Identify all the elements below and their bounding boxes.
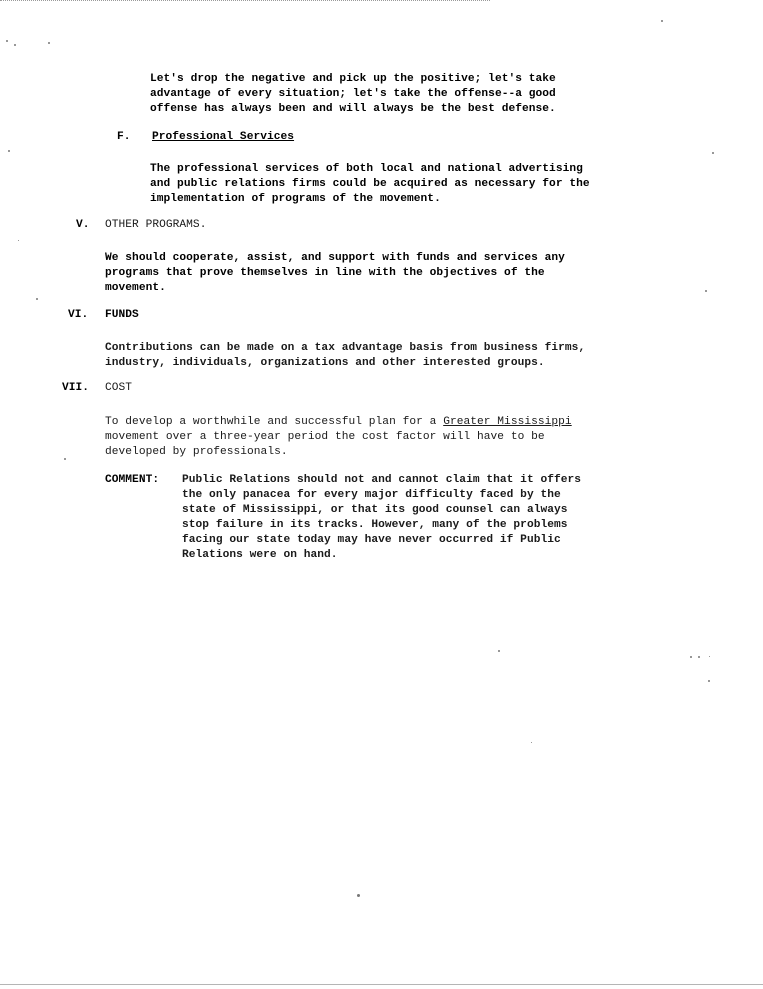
section-vii-line-3: developed by professionals. xyxy=(105,446,288,458)
comment-line-1: Public Relations should not and cannot claim that it offers xyxy=(182,474,582,486)
comment-line-6: Relations were on hand. xyxy=(182,549,338,561)
scan-speck xyxy=(690,656,692,658)
section-f-letter: F. xyxy=(117,131,131,143)
section-vi-line-1: Contributions can be made on a tax advantage basis from business firms, xyxy=(105,342,586,354)
section-vii-heading: COST xyxy=(105,382,133,394)
scan-speck xyxy=(357,894,360,897)
section-v-numeral: V. xyxy=(76,219,90,231)
comment-line-4: stop failure in its tracks. However, many of the problems xyxy=(182,519,568,531)
bottom-edge-line xyxy=(0,984,763,985)
section-vi-line-2: industry, individuals, organizations and other interested groups. xyxy=(105,357,545,369)
section-vi-heading: FUNDS xyxy=(105,309,139,321)
scan-speck xyxy=(531,742,532,743)
scan-speck xyxy=(708,680,710,682)
section-vii-line-1-text: To develop a worthwhile and successful plan for a xyxy=(105,416,444,428)
scan-speck xyxy=(14,44,16,46)
scan-speck xyxy=(64,458,66,460)
intro-line-1: Let's drop the negative and pick up the positive; let's take xyxy=(150,73,556,85)
top-edge-dots xyxy=(0,0,490,1)
comment-line-2: the only panacea for every major difficulty faced by the xyxy=(182,489,561,501)
scan-speck xyxy=(498,650,500,652)
scan-speck xyxy=(705,290,707,292)
section-f-line-3: implementation of programs of the movement. xyxy=(150,193,441,205)
section-v-line-1: We should cooperate, assist, and support with funds and services any xyxy=(105,252,565,264)
section-vi-numeral: VI. xyxy=(68,309,89,321)
section-vii-line-1 xyxy=(105,415,572,429)
comment-line-3: state of Mississippi, or that its good counsel can always xyxy=(182,504,568,516)
section-vii-underlined-phrase: Greater Mississippi xyxy=(443,416,572,428)
scan-speck xyxy=(36,298,38,300)
section-f-line-1: The professional services of both local and national advertising xyxy=(150,163,583,175)
scan-speck xyxy=(661,20,663,22)
section-v-line-3: movement. xyxy=(105,282,166,294)
comment-label: COMMENT: xyxy=(105,474,160,486)
intro-line-2: advantage of every situation; let's take the offense--a good xyxy=(150,88,556,100)
section-v-heading: OTHER PROGRAMS. xyxy=(105,219,207,231)
section-v-line-2: programs that prove themselves in line with the objectives of the xyxy=(105,267,545,279)
section-vii-line-2: movement over a three-year period the cost factor will have to be xyxy=(105,431,545,443)
scan-speck xyxy=(709,656,710,657)
scan-speck xyxy=(712,152,714,154)
scan-speck xyxy=(6,40,8,42)
scan-speck xyxy=(8,150,10,152)
scan-speck xyxy=(698,656,700,658)
scan-speck xyxy=(18,240,19,241)
section-f-heading: Professional Services xyxy=(152,131,295,143)
comment-line-5: facing our state today may have never occurred if Public xyxy=(182,534,561,546)
scan-speck xyxy=(48,42,50,44)
section-f-line-2: and public relations firms could be acquired as necessary for the xyxy=(150,178,590,190)
section-vii-numeral: VII. xyxy=(62,382,90,394)
intro-line-3: offense has always been and will always be the best defense. xyxy=(150,103,556,115)
